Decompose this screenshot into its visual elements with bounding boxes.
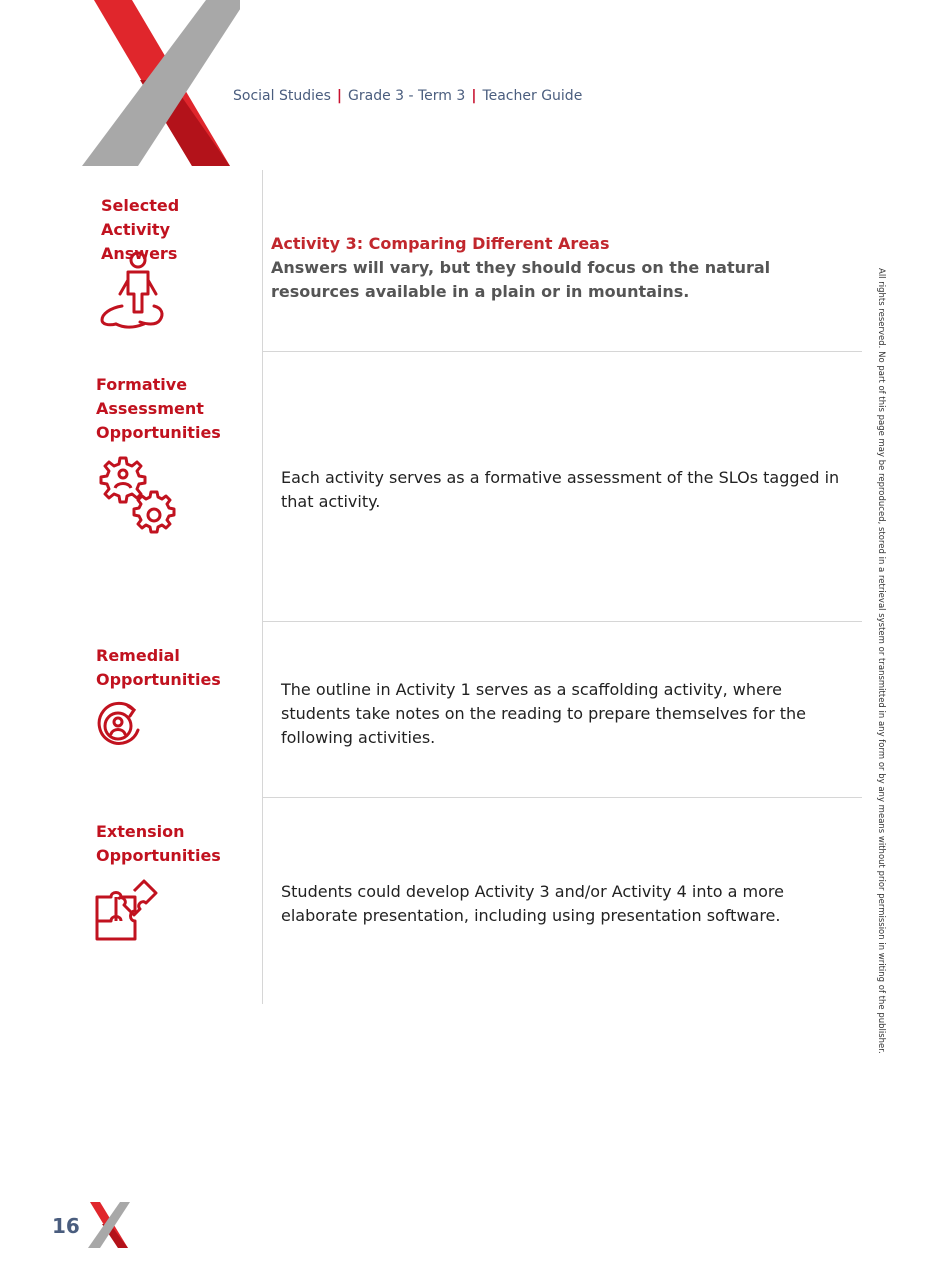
brand-logo-small [86, 1202, 130, 1248]
header-separator: | [471, 88, 477, 104]
formative-text: Each activity serves as a formative assessment of the SLOs tagged in that activity. [281, 468, 840, 511]
copyright-notice: All rights reserved. No part of this page may be reproduced, stored in a retrieval system or transmitted in any form or by any means without prior permission in writing of the publisher. [876, 268, 886, 1054]
header-breadcrumb [233, 88, 582, 104]
page-number: 16 [52, 1214, 80, 1238]
section-label-formative: Formative Assessment Opportunities [96, 375, 221, 442]
header-separator: | [336, 88, 343, 104]
section-label-selected-answers: Selected Activity Answers [101, 196, 180, 263]
row-divider [262, 351, 862, 352]
row-divider [262, 621, 862, 622]
extension-text: Students could develop Activity 3 and/or Activity 4 into a more elaborate presentation, including using presentation software. [281, 882, 784, 925]
activity-answer-text: Answers will vary, but they should focus on the natural resources available in a plain or in mountains. [271, 258, 771, 301]
section-label-extension: Extension Opportunities [96, 822, 221, 865]
header-grade: Grade 3 - Term 3 [348, 88, 466, 104]
column-divider [262, 170, 263, 1004]
target-person-icon [94, 700, 144, 750]
gears-person-icon [96, 456, 178, 538]
remedial-text: The outline in Activity 1 serves as a scaffolding activity, where students take notes on the reading to prepare themselves for the following activities. [281, 680, 807, 747]
row-divider [262, 797, 862, 798]
section-label-remedial: Remedial Opportunities [96, 646, 221, 689]
activity-title: Activity 3: Comparing Different Areas [271, 234, 610, 253]
person-meditation-icon [98, 250, 166, 334]
brand-logo [80, 0, 240, 166]
header-subject: Social Studies [233, 88, 331, 104]
puzzle-icon [94, 877, 158, 943]
header-guide: Teacher Guide [482, 88, 583, 104]
